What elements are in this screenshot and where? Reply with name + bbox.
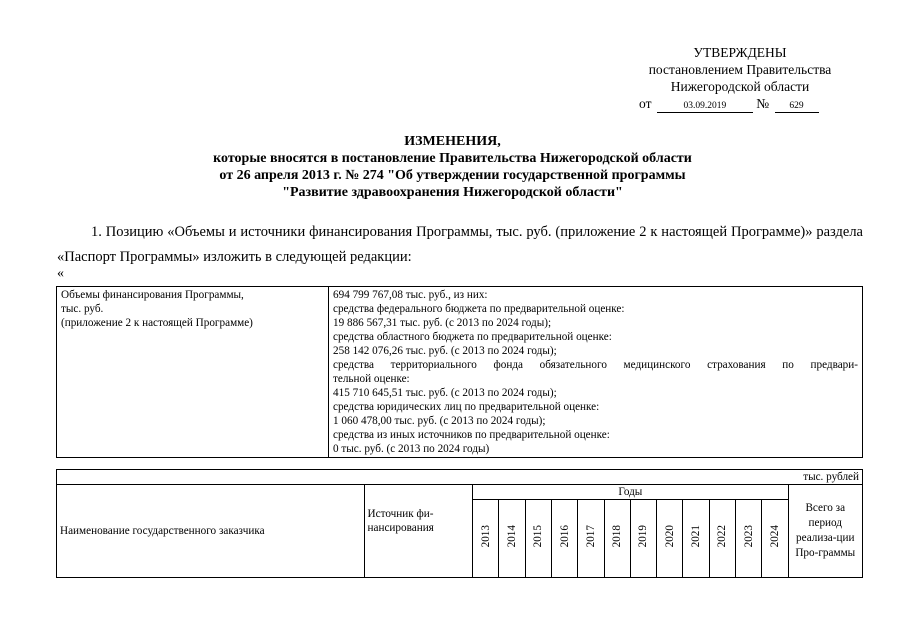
year-header-cell [525,500,551,578]
year-header-cell [473,500,499,578]
title-line-3: от 26 апреля 2013 г. № 274 "Об утверждении государственной программы [219,168,686,183]
year-header-cell [709,500,735,578]
approval-line2: постановлением Правительства [648,62,832,77]
passport-right-line: тельной оценке: [333,373,410,385]
passport-right-line: 19 886 567,31 тыс. руб. (с 2013 по 2024 годы); [333,317,552,329]
approval-number: 629 [775,101,819,113]
passport-right-line: средства федерального бюджета по предварительной оценке: [333,303,625,315]
passport-right-line: 258 142 076,26 тыс. руб. (с 2013 по 2024 годы); [333,345,557,357]
year-header-cell [735,500,761,578]
passport-right-line: 694 799 767,08 тыс. руб., из них: [333,289,488,301]
year-label: 2015 [532,525,545,548]
passport-left-cell [57,287,329,458]
approval-title: УТВЕРЖДЕНЫ [693,45,787,60]
year-header-cell [657,500,683,578]
year-header-cell [551,500,577,578]
passport-right-line: 1 060 478,00 тыс. руб. (с 2013 по 2024 годы); [333,415,546,427]
approval-date-line [639,96,819,113]
year-header-cell [499,500,525,578]
year-header-cell [604,500,630,578]
year-label: 2022 [716,525,729,548]
approval-line3: Нижегородской области [670,79,810,94]
passport-left-line: тыс. руб. [61,303,104,315]
paragraph-text: 1. Позицию «Объемы и источники финансирования Программы, тыс. руб. (приложение 2 к настоящей Программе)» раздела «Паспорт Программы» изложить в следующей редакции: [57,224,863,265]
passport-left-line: Объемы финансирования Программы, [61,289,244,301]
passport-right-line: средства юридических лиц по предварительной оценке: [333,401,600,413]
title-line-2: которые вносятся в постановление Правительства Нижегородской области [213,151,692,166]
passport-table [56,286,863,458]
approval-date: 03.09.2019 [657,101,753,113]
passport-left-line: (приложение 2 к настоящей Программе) [61,317,253,329]
year-label: 2024 [768,525,781,548]
year-header-cell [578,500,604,578]
title-line-4: "Развитие здравоохранения Нижегородской области" [282,185,623,200]
year-label: 2018 [611,525,624,548]
passport-right-line: средства из иных источников по предварительной оценке: [333,429,610,441]
financing-table [56,469,863,578]
passport-right-line: средства территориального фонда обязательного медицинского страхования по предвари- [333,359,858,371]
approval-block [575,44,905,95]
total-header: Всего за период реализа-ции Про-граммы [788,485,862,578]
source-header: Источник фи-нансирования [364,485,473,578]
passport-right-cell [329,287,863,458]
year-label: 2014 [506,525,519,548]
passport-right-line: 0 тыс. руб. (с 2013 по 2024 годы) [333,443,490,455]
year-header-cell [762,500,788,578]
year-header-cell [683,500,709,578]
units-cell: тыс. рублей [57,470,863,485]
years-header: Годы [473,485,788,500]
year-label: 2020 [663,525,676,548]
title-line-1: ИЗМЕНЕНИЯ, [404,134,501,149]
from-label: от [639,96,652,111]
document-title [0,133,905,201]
year-label: 2023 [742,525,755,548]
quote-mark: « [57,266,64,281]
year-label: 2016 [558,525,571,548]
number-label: № [756,96,770,111]
year-label: 2019 [637,525,650,548]
year-label: 2021 [690,525,703,548]
year-label: 2013 [479,525,492,548]
customer-header: Наименование государственного заказчика [57,485,365,578]
year-label: 2017 [584,525,597,548]
body-paragraph [57,220,863,270]
year-header-cell [630,500,656,578]
passport-right-line: средства областного бюджета по предварительной оценке: [333,331,612,343]
passport-right-line: 415 710 645,51 тыс. руб. (с 2013 по 2024 годы); [333,387,557,399]
